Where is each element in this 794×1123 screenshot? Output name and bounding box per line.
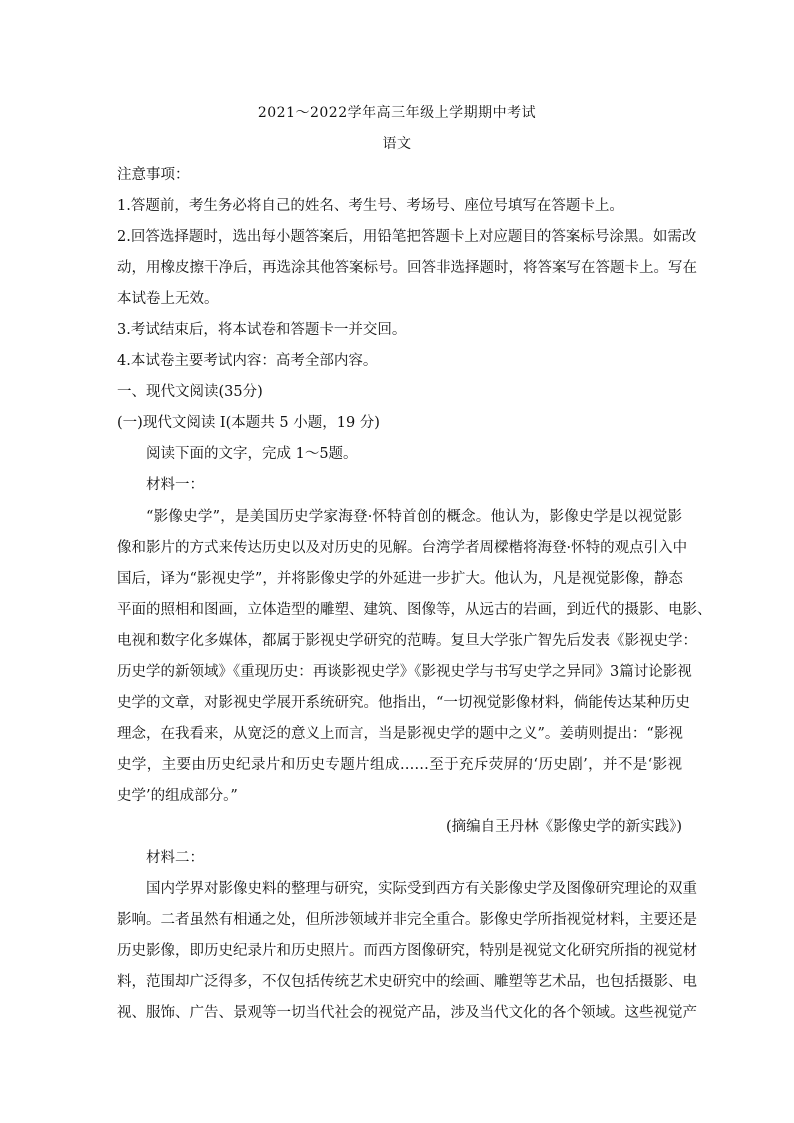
material2-line: 国内学界对影像史料的整理与研究，实际受到西方有关影像史学及图像研究理论的双重 (146, 881, 697, 897)
exam-title: 2021～2022学年高三年级上学期期中考试 (257, 105, 537, 121)
notice-item: 1.答题前，考生务必将自己的姓名、考生号、考场号、座位号填写在答题卡上。 (117, 198, 624, 214)
material1-line: 理念，在我看来，从宽泛的意义上而言，当是影视史学的题中之义”。姜萌则提出：“影视 (117, 726, 683, 742)
material2-line: 料，范围却广泛得多，不仅包括传统艺术史研究中的绘画、雕塑等艺术品，也包括摄影、电 (117, 974, 697, 990)
notice-item: 本试卷上无效。 (117, 291, 219, 307)
section-subheading: (一)现代文阅读 I(本题共 5 小题，19 分) (117, 415, 380, 431)
material2-label: 材料二： (146, 850, 204, 866)
notice-item: 2.回答选择题时，选出每小题答案后，用铅笔把答题卡上对应题目的答案标号涂黑。如需改 (117, 229, 697, 245)
material1-line: 史学的文章，对影视史学展开系统研究。他指出，“一切视觉影像材料，倘能传达某种历史 (117, 695, 690, 711)
material1-line: 电视和数字化多媒体，都属于影视史学研究的范畴。复旦大学张广智先后发表《影视史学： (117, 633, 697, 649)
notice-item: 4.本试卷主要考试内容：高考全部内容。 (117, 353, 378, 369)
material1-line: “影像史学”，是美国历史学家海登·怀特首创的概念。他认为，影像史学是以视觉影 (146, 509, 682, 525)
material2-line: 历史影像，即历史纪录片和历史照片。而西方图像研究，特别是视觉文化研究所指的视觉材 (117, 943, 697, 959)
material1-line: 国后，译为“影视史学”，并将影像史学的外延进一步扩大。他认为，凡是视觉影像，静态 (117, 571, 683, 587)
material2-line: 影响。二者虽然有相通之处，但所涉领域并非完全重合。影像史学所指视觉材料，主要还是 (117, 912, 697, 928)
notice-item: 动，用橡皮擦干净后，再选涂其他答案标号。回答非选择题时，将答案写在答题卡上。写在 (117, 260, 697, 276)
material2-line: 视、服饰、广告、景观等一切当代社会的视觉产品，涉及当代文化的各个领域。这些视觉产 (117, 1005, 697, 1021)
material1-line: 像和影片的方式来传达历史以及对历史的见解。台湾学者周樑楷将海登·怀特的观点引入中 (117, 540, 688, 556)
material1-line: 史学，主要由历史纪录片和历史专题片组成……至于充斥荧屏的‘历史剧’，并不是‘影视 (117, 757, 682, 773)
notice-heading: 注意事项： (117, 167, 190, 183)
notice-item: 3.考试结束后，将本试卷和答题卡一并交回。 (117, 322, 407, 338)
material1-line: 平面的照相和图画，立体造型的雕塑、建筑、图像等，从远古的岩画，到近代的摄影、电影、 (117, 602, 712, 618)
reading-instruction: 阅读下面的文字，完成 1～5题。 (146, 446, 358, 462)
material1-line: 历史学的新领域》《重现历史：再谈影视史学》《影视史学与书写史学之异同》3篇讨论影视 (117, 664, 692, 680)
material1-label: 材料一： (146, 477, 204, 493)
material1-line: 史学’的组成部分。” (117, 788, 238, 804)
exam-subject: 语文 (382, 136, 412, 152)
section-heading: 一、现代文阅读(35分) (117, 384, 263, 400)
material1-source: (摘编自王丹林《影像史学的新实践》) (445, 819, 682, 835)
